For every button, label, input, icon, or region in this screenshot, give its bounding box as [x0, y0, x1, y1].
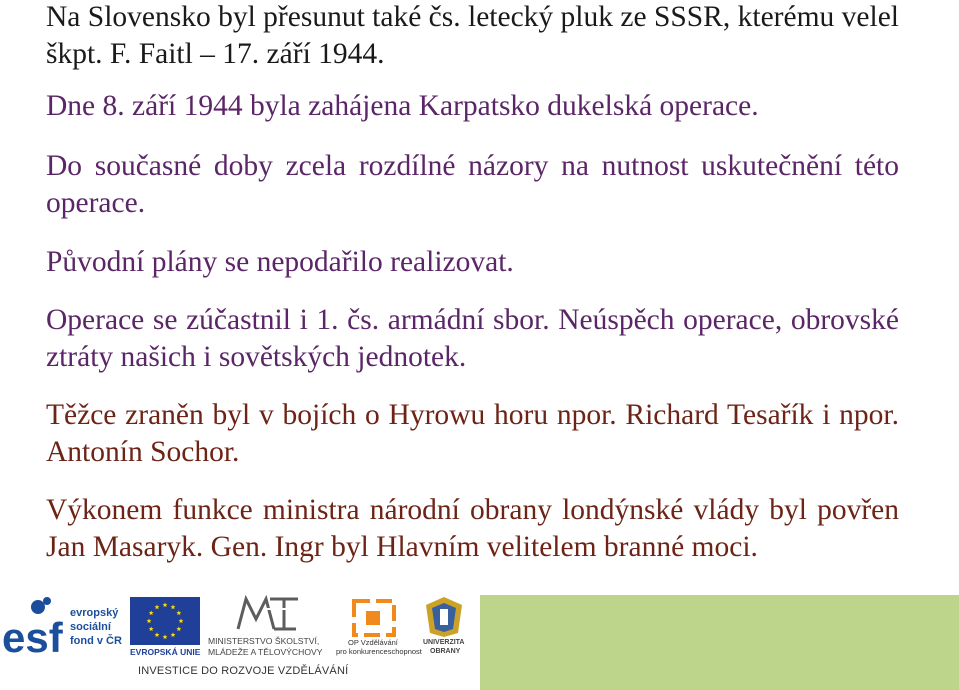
op-line2: pro konkurenceschopnost	[336, 647, 422, 656]
op-line1: OP Vzdělávání	[348, 638, 398, 647]
eu-flag-icon	[130, 597, 200, 645]
logo-strip	[0, 595, 480, 690]
footer-logo-bar	[0, 595, 959, 690]
paragraph-tezce-zranen: Těžce zraněn byl v bojích o Hyrowu horu npor. Richard Tesařík i npor. Antonín Sochor.	[46, 399, 899, 468]
paragraph-ministr-obrany: Výkonem funkce ministra národní obrany londýnské vlády byl povřen Jan Masaryk. Gen. Ingr byl Hlavním velitelem branné moci.	[46, 494, 899, 563]
op-mark-icon	[348, 595, 404, 639]
univerzita-line1: UNIVERZITA	[423, 639, 465, 646]
paragraph-armadni-sbor: Operace se zúčastnil i 1. čs. armádní sbor. Neúspěch operace, obrovské ztráty našich i sovětských jednotek.	[46, 304, 899, 373]
investice-tagline: INVESTICE DO ROZVOJE VZDĚLÁVÁNÍ	[138, 665, 349, 677]
green-block	[480, 595, 959, 690]
univerzita-line2: OBRANY	[430, 648, 461, 655]
esf-logo	[0, 597, 125, 657]
eu-label: EVROPSKÁ UNIE	[130, 647, 201, 657]
esf-line3: fond v ČR	[70, 635, 122, 647]
eu-logo	[130, 597, 205, 659]
univerzita-obrany-logo	[420, 595, 475, 659]
paragraph-rozdilne-nazory: Do současné doby zcela rozdílné názory na nutnost uskutečnění této operace.	[46, 150, 899, 219]
msmt-logo	[208, 595, 333, 659]
paragraph-karpatsko-dukelska: Dne 8. září 1944 byla zahájena Karpatsko dukelská operace.	[46, 90, 759, 122]
msmt-mark-icon	[234, 595, 304, 633]
univerzita-crest-icon	[422, 595, 466, 639]
paragraph-puvodni-plany: Původní plány se nepodařilo realizovat.	[46, 246, 514, 278]
esf-line2: sociální	[70, 621, 111, 633]
paragraph-letecky-pluk: Na Slovensko byl přesunut také čs. letecký pluk ze SSSR, kterému velel škpt. F. Faitl – 17. září 1944.	[46, 1, 899, 70]
msmt-line2: MLÁDEŽE A TĚLOVÝCHOVY	[208, 647, 323, 657]
msmt-line1: MINISTERSTVO ŠKOLSTVÍ,	[208, 636, 320, 646]
op-logo	[336, 595, 422, 659]
esf-line1: evropský	[70, 607, 119, 619]
svg-text:esf: esf	[2, 614, 63, 657]
